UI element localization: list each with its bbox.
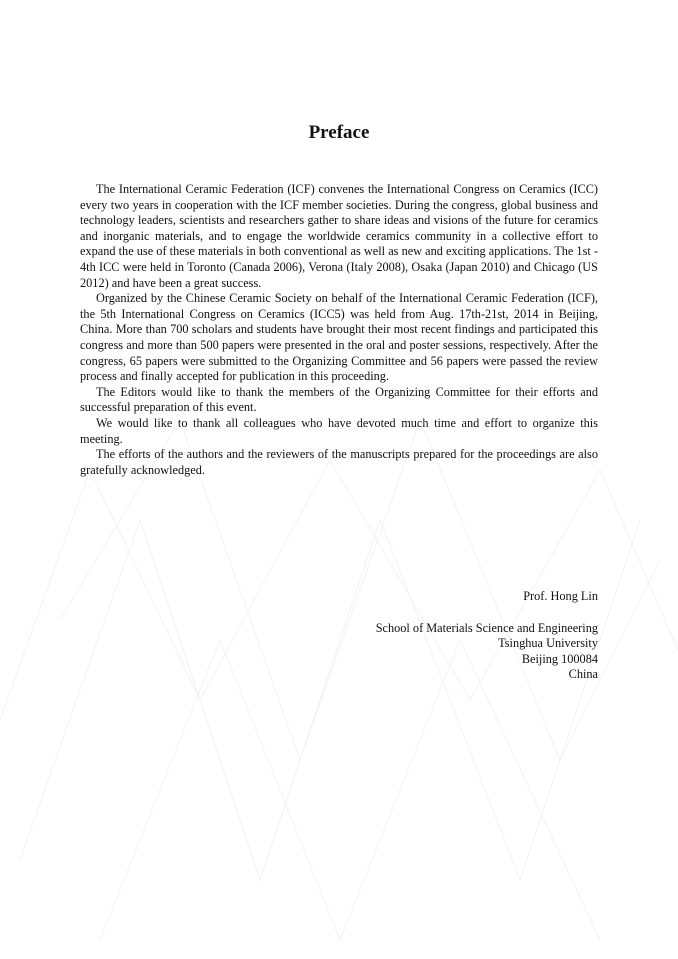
affiliation-line: Tsinghua University	[498, 636, 598, 651]
affiliation-line: Beijing 100084	[521, 651, 598, 666]
watermark-line	[100, 640, 600, 940]
affiliation-line: China	[568, 667, 598, 682]
paragraph: The International Ceramic Federation (ICF) convenes the International Congress on Ceramics (ICC) every two years in cooperation with the ICF member societies. During the congress, global business and technology leaders, scientists and researchers gather to share ideas and visions of the future for ceramics and inorganic materials, and to engage the worldwide ceramics community in a collective effort to expand the use of these materials in both conventional as well as new and exciting applications. The 1st - 4th ICC were held in Toronto (Canada 2006), Verona (Italy 2008), Osaka (Japan 2010) and Chicago (US 2012) and have been a great success.	[80, 182, 598, 290]
author-name: Prof. Hong Lin	[523, 589, 598, 603]
paragraph: The Editors would like to thank the members of the Organizing Committee for their efforts and successful preparation of this event.	[80, 384, 598, 415]
page-title: Preface	[308, 122, 370, 143]
affiliation-line: School of Materials Science and Engineering	[375, 620, 598, 635]
preface-body	[80, 182, 598, 478]
paragraph: Organized by the Chinese Ceramic Society on behalf of the International Ceramic Federation (ICF), the 5th International Congress on Ceramics (ICC5) was held from Aug. 17th-21st, 2014 in Beijing, China. More than 700 scholars and students have brought their most recent findings and participated this congress and more than 500 papers were presented in the oral and poster sessions, respectively. After the congress, 65 papers were submitted to the Organizing Committee and 56 papers were passed the review process and finally accepted for publication in this proceeding.	[80, 291, 598, 384]
paragraph: The efforts of the authors and the reviewers of the manuscripts prepared for the proceedings are also gratefully acknowledged.	[80, 447, 598, 477]
watermark-line	[20, 520, 640, 880]
paragraph: We would like to thank all colleagues who have devoted much time and effort to organize this meeting.	[80, 415, 598, 446]
signature-block	[300, 589, 598, 683]
